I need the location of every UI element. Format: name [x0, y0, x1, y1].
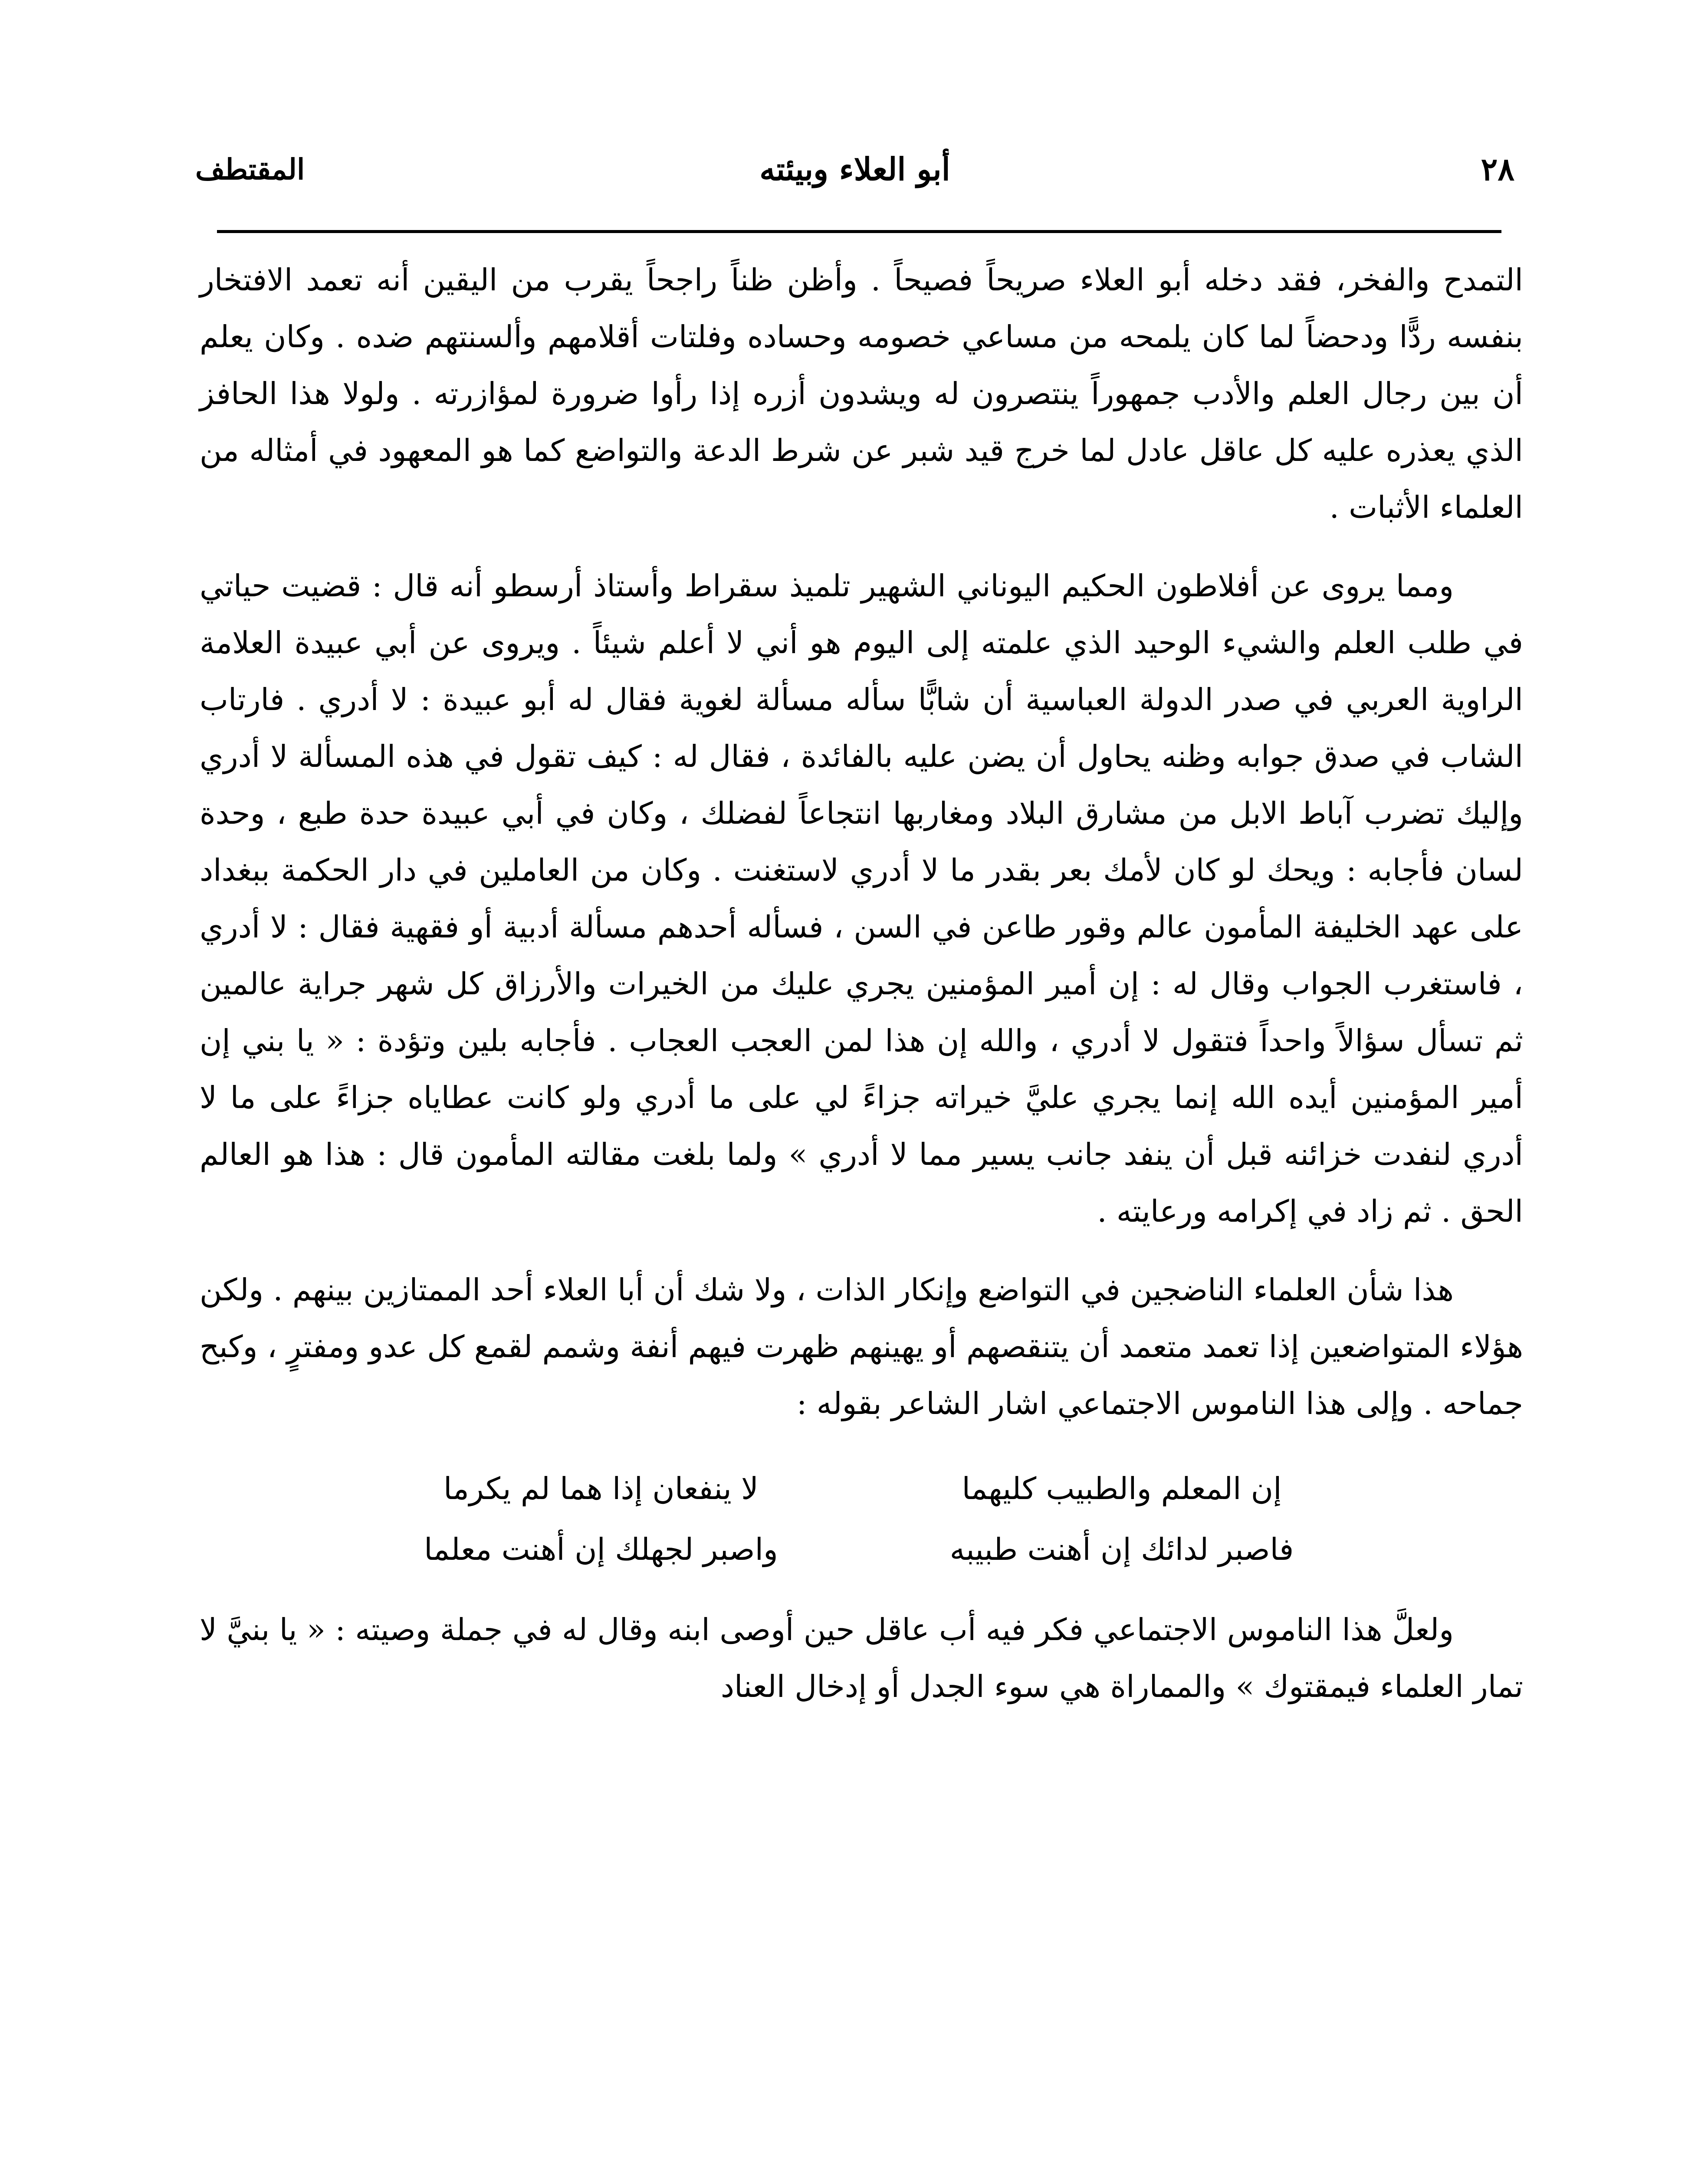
verse-first-hemistich: فاصبر لدائك إن أهنت طبيبه: [949, 1532, 1294, 1567]
page-header: [195, 143, 1514, 200]
poem: [200, 1458, 1523, 1580]
running-title: أبو العلاء وبيئته: [759, 151, 950, 187]
page-number: ٢٨: [1481, 151, 1514, 187]
verse-first-hemistich: إن المعلم والطبيب كليهما: [962, 1471, 1282, 1506]
header-divider: [217, 230, 1501, 233]
paragraph: هذا شأن العلماء الناضجين في التواضع وإنكار الذات ، ولا شك أن أبا العلاء أحد الممتازين بينهم . ولكن هؤلاء المتواضعين إذا تعمد متعمد أن يتنقصهم أو يهينهم ظهرت فيهم أنفة وشمم لقمع كل عدو ومفترٍ ، وكبح جماحه . وإلى هذا الناموس الاجتماعي اشار الشاعر بقوله :: [200, 1272, 1523, 1421]
article-body: [200, 252, 1523, 1715]
poem-verse: [200, 1519, 1523, 1580]
verse-second-hemistich: لا ينفعان إذا هما لم يكرما: [443, 1471, 759, 1506]
verse-second-hemistich: واصبر لجهلك إن أهنت معلما: [424, 1532, 778, 1567]
closing-paragraph: ولعلَّ هذا الناموس الاجتماعي فكر فيه أب عاقل حين أوصى ابنه وقال له في جملة وصيته : « يا بنيَّ لا تمار العلماء فيمقتوك » والمماراة هي سوء الجدل أو إدخال العناد: [200, 1612, 1523, 1704]
paragraph: ومما يروى عن أفلاطون الحكيم اليوناني الشهير تلميذ سقراط وأستاذ أرسطو أنه قال : قضيت حياتي في طلب العلم والشيء الوحيد الذي علمته إلى اليوم هو أني لا أعلم شيئاً . ويروى عن أبي عبيدة العلامة الراوية العربي في صدر الدولة العباسية أن شابًّا سأله مسألة لغوية فقال له أبو عبيدة : لا أدري . فارتاب الشاب في صدق جوابه وظنه يحاول أن يضن عليه بالفائدة ، فقال له : كيف تقول في هذه المسألة لا أدري وإليك تضرب آباط الابل من مشارق البلاد ومغاربها انتجاعاً لفضلك ، وكان في أبي عبيدة حدة طبع ، وحدة لسان فأجابه : ويحك لو كان لأمك بعر بقدر ما لا أدري لاستغنت . وكان من العاملين في دار الحكمة ببغداد على عهد الخليفة المأمون عالم وقور طاعن في السن ، فسأله أحدهم مسألة أدبية أو فقهية فقال : لا أدري ، فاستغرب الجواب وقال له : إن أمير المؤمنين يجري عليك من الخيرات والأرزاق كل شهر جراية عالمين ثم تسأل سؤالاً واحداً فتقول لا أدري ، والله إن هذا لمن العجب العجاب . فأجابه بلين وتؤدة : « يا بني إن أمير المؤمنين أيده الله إنما يجري عليَّ خيراته جزاءً لي على ما أدري ولو كانت عطاياه جزاءً على ما لا أدري لنفدت خزائنه قبل أن ينفد جانب يسير مما لا أدري » ولما بلغت مقالته المأمون قال : هذا هو العالم الحق . ثم زاد في إكرامه ورعايته .: [200, 568, 1524, 1229]
poem-verse: [200, 1458, 1523, 1519]
journal-name: المقتطف: [195, 152, 305, 186]
paragraph: التمدح والفخر، فقد دخله أبو العلاء صريحاً فصيحاً . وأظن ظناً راجحاً يقرب من اليقين أنه تعمد الافتخار بنفسه ردًّا ودحضاً لما كان يلمحه من مساعي خصومه وحساده وفلتات أقلامهم وألسنتهم ضده . وكان يعلم أن بين رجال العلم والأدب جمهوراً ينتصرون له ويشدون أزره إذا رأوا ضرورة لمؤازرته . ولولا هذا الحافز الذي يعذره عليه كل عاقل عادل لما خرج قيد شبر عن شرط الدعة والتواضع كما هو المعهود في أمثاله من العلماء الأثبات .: [200, 262, 1523, 525]
